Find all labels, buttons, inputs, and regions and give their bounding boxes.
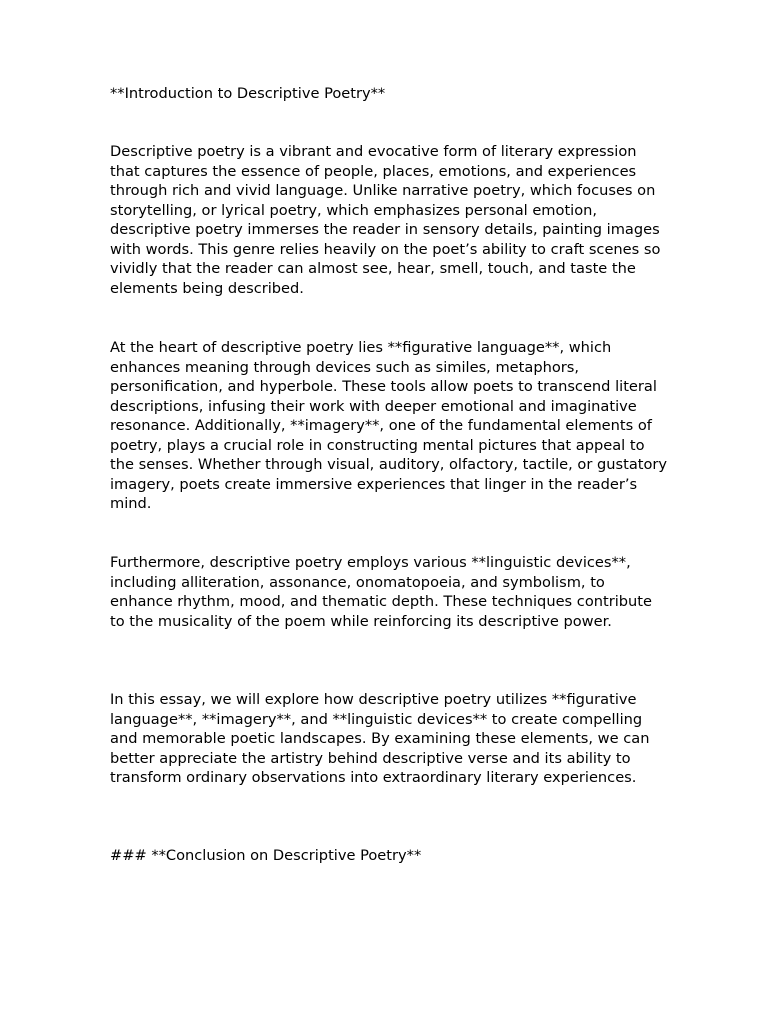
section-heading-conclusion: ### **Conclusion on Descriptive Poetry** bbox=[110, 847, 422, 864]
document-title: **Introduction to Descriptive Poetry** bbox=[110, 85, 386, 102]
paragraph-essay-overview: In this essay, we will explore how descriptive poetry utilizes **figurative language**, **imagery**, and **linguistic devices** to create compelling and memorable poetic landscapes. By examining these elements, we can better appreciate the artistry behind descriptive verse and its ability to transform ordinary observations into extraordinary literary experiences. bbox=[110, 691, 650, 786]
paragraph-intro: Descriptive poetry is a vibrant and evocative form of literary expression that captures the essence of people, places, emotions, and experiences through rich and vivid language. Unlike narrative poetry, which focuses on storytelling, or lyrical poetry, which emphasizes personal emotion, descriptive poetry immerses the reader in sensory details, painting images with words. This genre relies heavily on the poet’s ability to craft scenes so vividly that the reader can almost see, hear, smell, touch, and taste the elements being described. bbox=[110, 143, 661, 297]
paragraph-figurative-language: At the heart of descriptive poetry lies **figurative language**, which enhances meaning through devices such as similes, metaphors, personification, and hyperbole. These tools allow poets to transcend literal descriptions, infusing their work with deeper emotional and imaginative resonance. Additionally, **imagery**, one of the fundamental elements of poetry, plays a crucial role in constructing mental pictures that appeal to the senses. Whether through visual, auditory, olfactory, tactile, or gustatory imagery, poets create immersive experiences that linger in the reader’s mind. bbox=[110, 339, 668, 512]
paragraph-linguistic-devices: Furthermore, descriptive poetry employs various **linguistic devices**, including alliteration, assonance, onomatopoeia, and symbolism, to enhance rhythm, mood, and thematic depth. These techniques contribute to the musicality of the poem while reinforcing its descriptive power. bbox=[110, 554, 652, 630]
